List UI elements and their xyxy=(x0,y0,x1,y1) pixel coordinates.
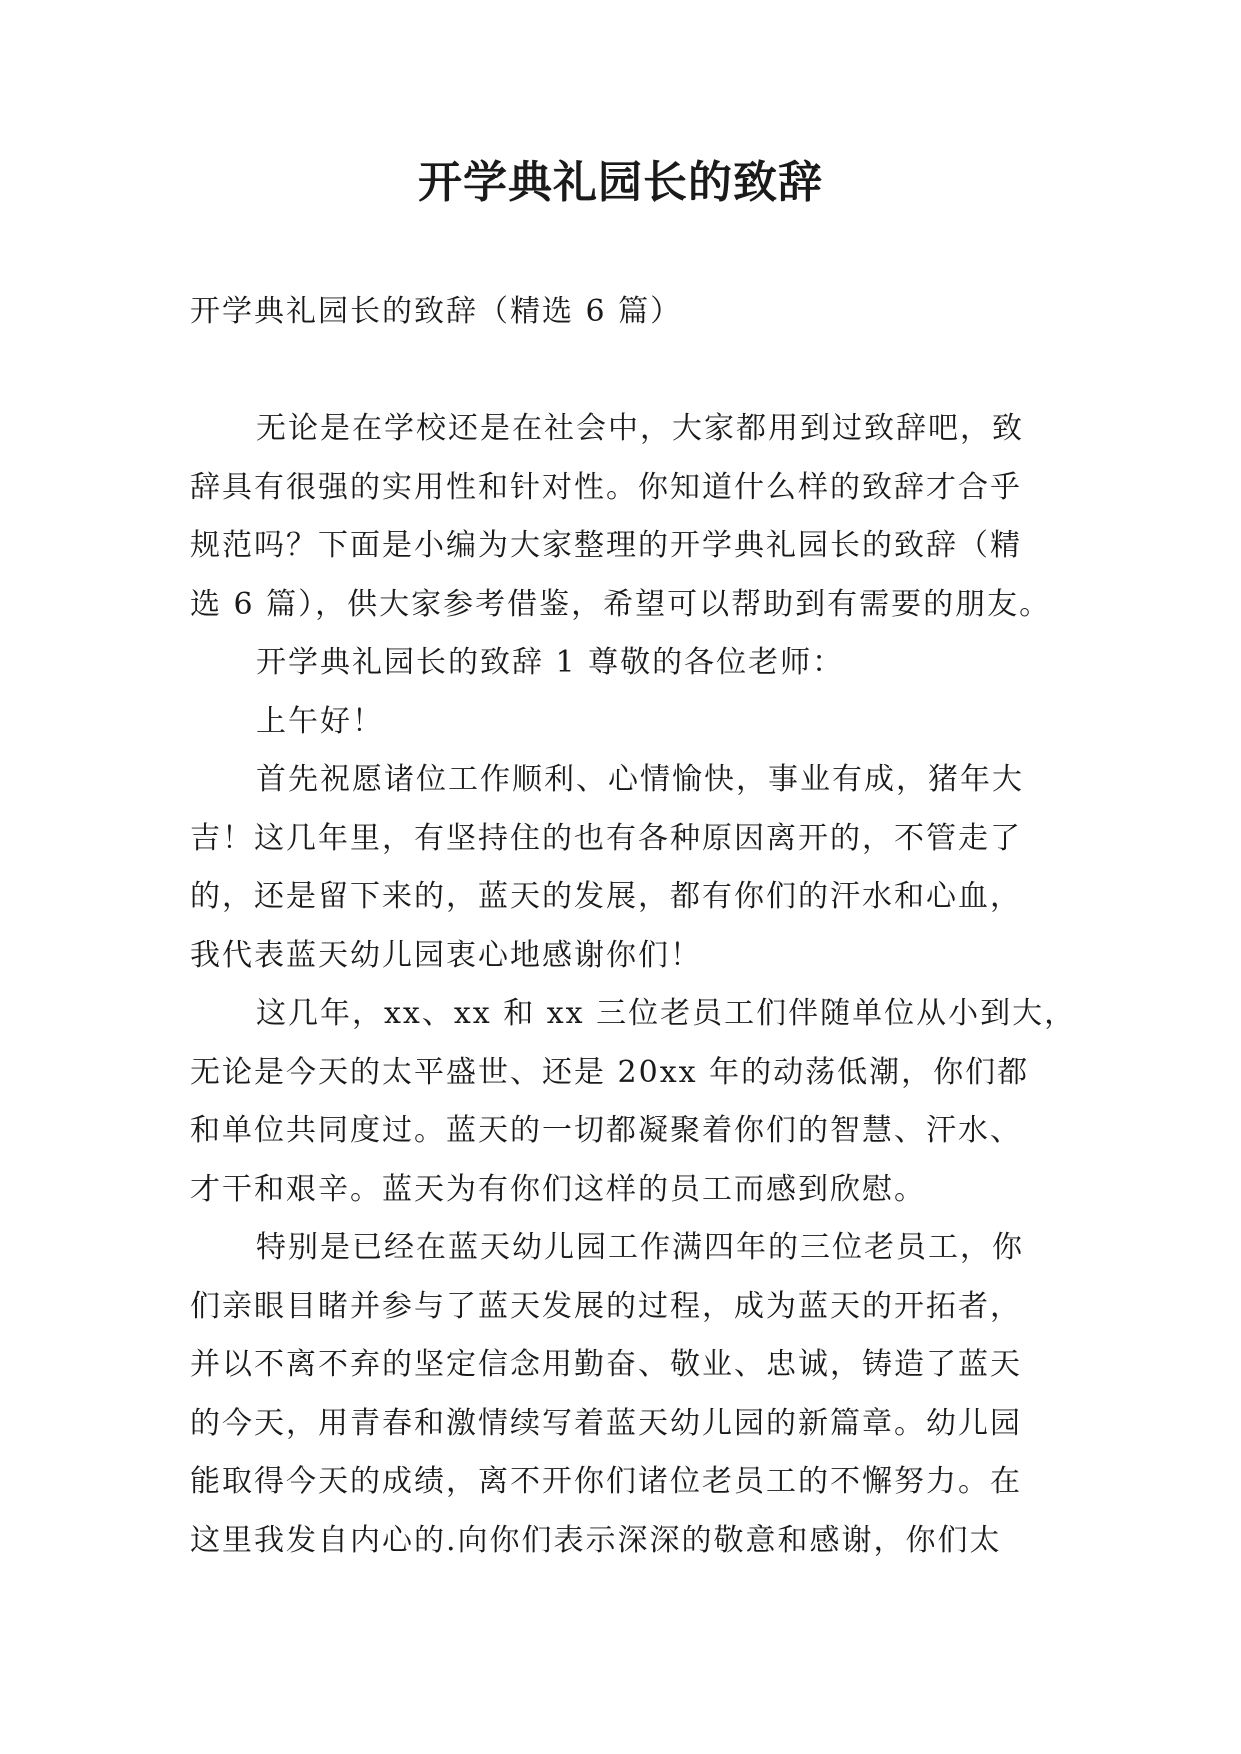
paragraph-line: 们亲眼目睹并参与了蓝天发展的过程，成为蓝天的开拓者， xyxy=(190,1288,1022,1324)
paragraph-line: 这几年，xx、xx 和 xx 三位老员工们伴随单位从小到大， xyxy=(256,996,1077,1031)
paragraph-line: 辞具有很强的实用性和针对性。你知道什么样的致辞才合乎 xyxy=(190,469,1022,505)
paragraph-line: 能取得今天的成绩，离不开你们诸位老员工的不懈努力。在 xyxy=(190,1464,1022,1499)
document-subtitle: 开学典礼园长的致辞（精选 6 篇） xyxy=(190,294,683,329)
paragraph-line: 首先祝愿诸位工作顺利、心情愉快，事业有成，猪年大 xyxy=(256,762,1024,797)
paragraph-line: 我代表蓝天幼儿园衷心地感谢你们！ xyxy=(190,937,702,973)
paragraph-line: 无论是今天的太平盛世、还是 20xx 年的动荡低潮，你们都 xyxy=(190,1054,1030,1090)
paragraph-line: 开学典礼园长的致辞 1 尊敬的各位老师： xyxy=(256,645,845,680)
paragraph-line: 特别是已经在蓝天幼儿园工作满四年的三位老员工，你 xyxy=(256,1230,1024,1265)
paragraph-line: 的今天，用青春和激情续写着蓝天幼儿园的新篇章。幼儿园 xyxy=(190,1405,1022,1441)
paragraph-line: 吉！这几年里，有坚持住的也有各种原因离开的，不管走了 xyxy=(190,820,1022,856)
document-body xyxy=(190,400,1077,1570)
paragraph-line: 上午好！ xyxy=(256,703,384,739)
document-title: 开学典礼园长的致辞 xyxy=(418,157,823,208)
paragraph-line: 无论是在学校还是在社会中，大家都用到过致辞吧，致 xyxy=(256,411,1024,446)
paragraph-line: 选 6 篇），供大家参考借鉴，希望可以帮助到有需要的朋友。 xyxy=(190,586,1052,622)
paragraph-line: 和单位共同度过。蓝天的一切都凝聚着你们的智慧、汗水、 xyxy=(190,1113,1022,1148)
paragraph-line: 这里我发自内心的.向你们表示深深的敬意和感谢，你们太 xyxy=(190,1522,1002,1558)
paragraph-line: 规范吗？下面是小编为大家整理的开学典礼园长的致辞（精 xyxy=(190,528,1022,563)
paragraph-line: 才干和艰辛。蓝天为有你们这样的员工而感到欣慰。 xyxy=(190,1171,926,1207)
paragraph-line: 的，还是留下来的，蓝天的发展，都有你们的汗水和心血， xyxy=(190,879,1022,914)
paragraph-line: 并以不离不弃的坚定信念用勤奋、敬业、忠诚，铸造了蓝天 xyxy=(190,1347,1022,1382)
